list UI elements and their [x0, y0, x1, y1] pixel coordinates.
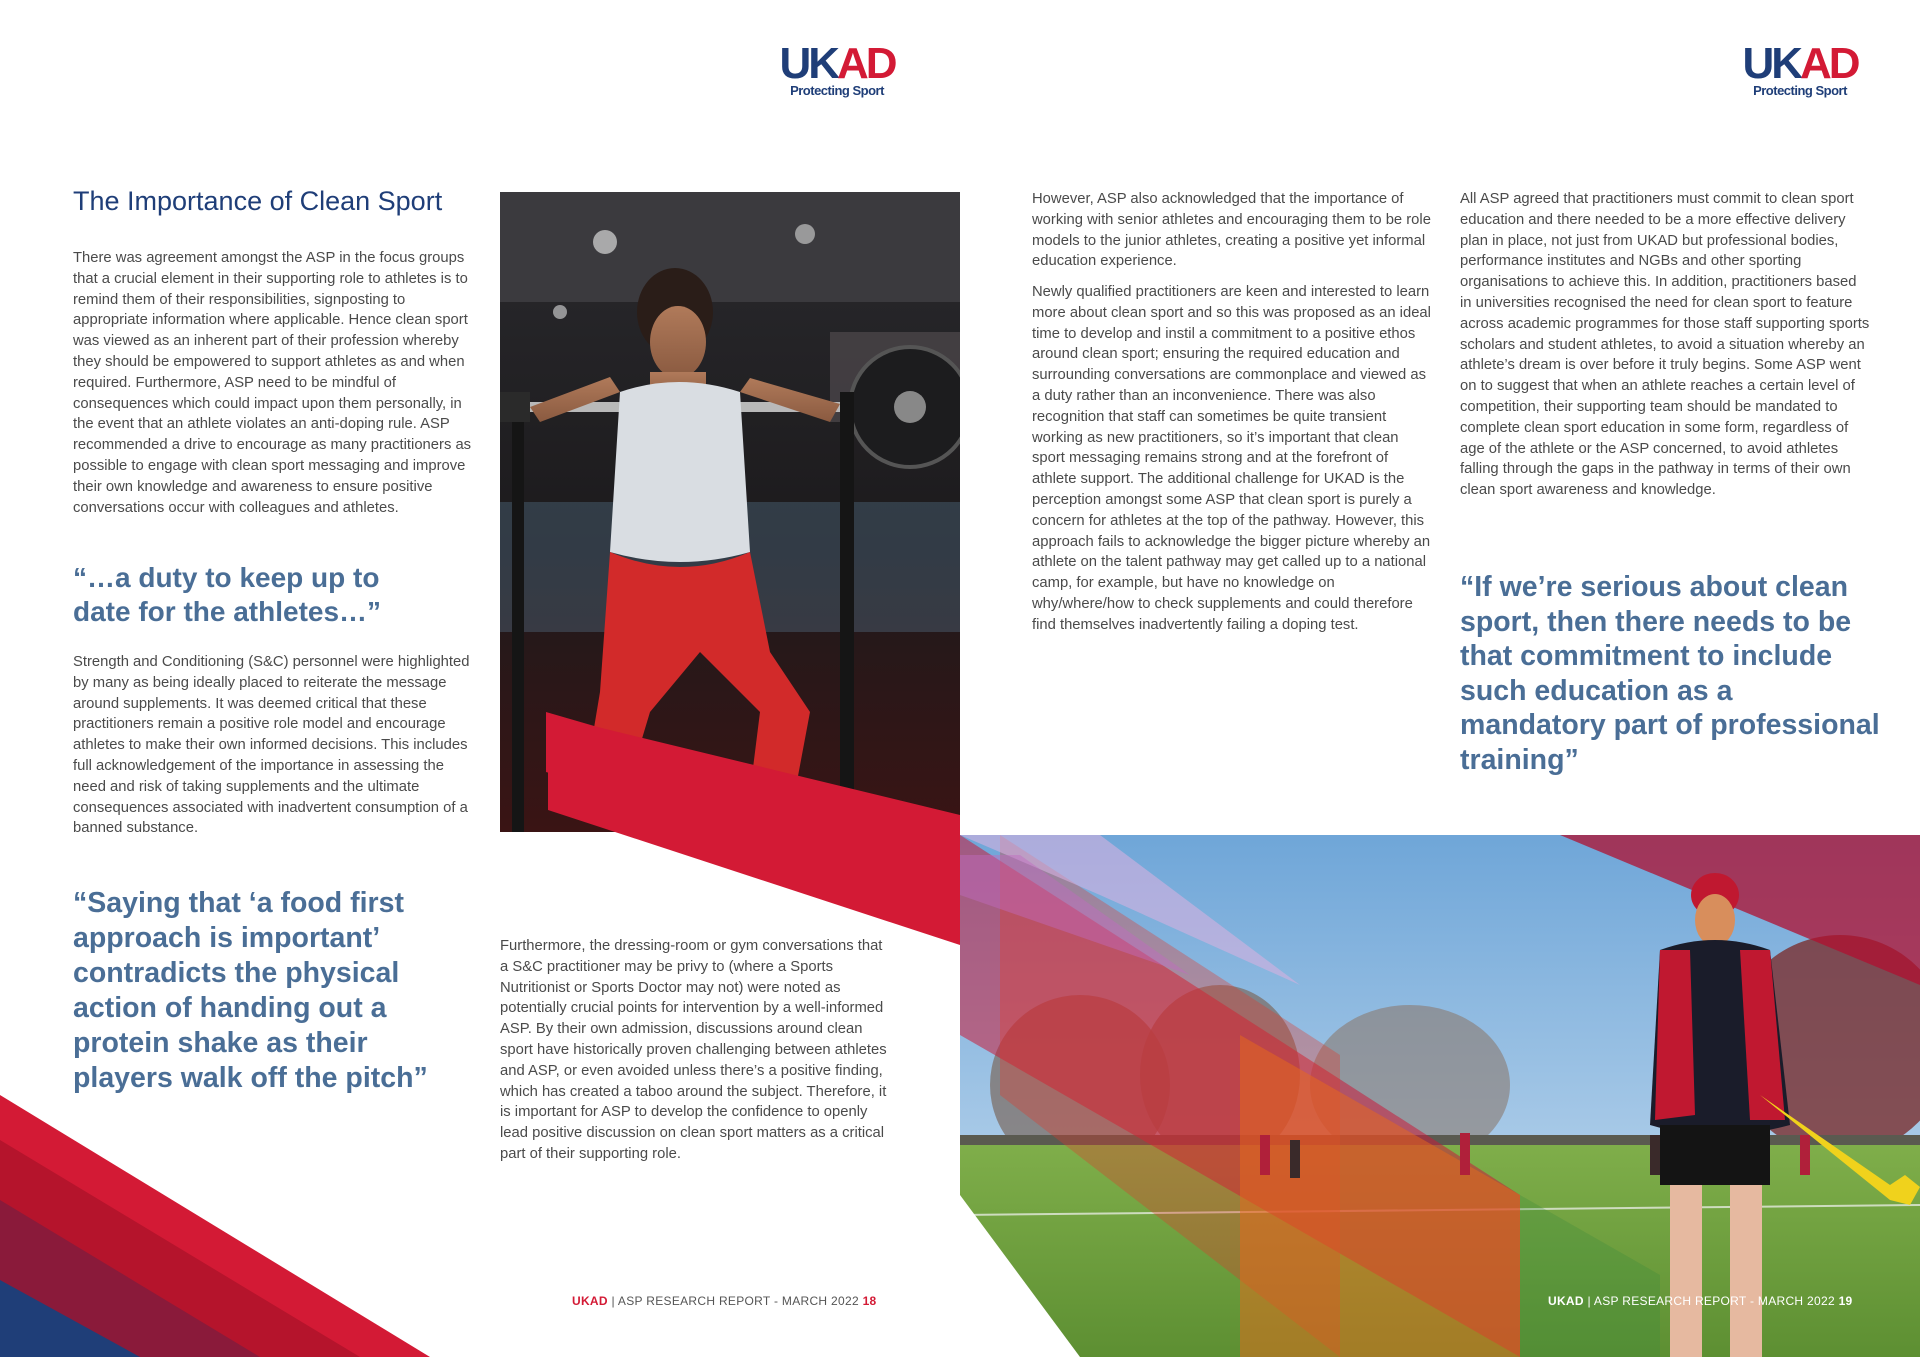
- footer-left: UKAD | ASP RESEARCH REPORT - MARCH 2022 18: [572, 1294, 877, 1308]
- hockey-pitch-photo: [960, 835, 1920, 1357]
- body-paragraph-1: There was agreement amongst the ASP in the focus groups that a crucial element in their supporting role to athletes is to remind them of their responsibilities, signposting to appropriate information where applicable. Hence clean sport was viewed as an inherent part of their profession whereby they should be empowered to support athletes as and when required. Furthermore, ASP need to be mindful of consequences which could impact upon them personally, in the event that an athlete violates an anti-doping rule. ASP recommended a drive to encourage as many practitioners as possible to engage with clean sport messaging and improve their own knowledge and awareness to ensure positive conversations occur with colleagues and athletes.: [73, 250, 472, 516]
- pull-quote-food-first: “Saying that ‘a food first approach is important’ contradicts the physical action of handing out a protein shake as their players walk off the pitch”: [73, 887, 428, 1094]
- body-paragraph-6: All ASP agreed that practitioners must commit to clean sport education and there needed to be a more effective delivery plan in place, not just from UKAD but professional bodies, performance institutes and NGBs and other sporting organisations to achieve this. In addition, practitioners based in universities recognised the need for clean sport to feature across academic programmes for those staff supporting sports scholars and student athletes, to avoid a situation whereby an athlete’s dream is over before it truly begins. Some ASP went on to suggest that when an athlete reaches a certain level of competition, their supporting team should be mandated to complete clean sport education in some form, regardless of age of the athlete or the ASP concerned, to avoid athletes falling through the gaps in the pathway in terms of their own clean sport awareness and knowledge.: [1460, 191, 1870, 499]
- footer-right: UKAD | ASP RESEARCH REPORT - MARCH 2022 19: [1548, 1294, 1853, 1308]
- pull-quote-duty: “…a duty to keep up to date for the athletes…”: [73, 562, 382, 627]
- page-title: The Importance of Clean Sport: [73, 186, 443, 216]
- body-paragraph-3: Furthermore, the dressing-room or gym conversations that a S&C practitioner may be privy to (where a Sports Nutritionist or Sports Doctor may not) were noted as potentially crucial points for intervention by a well-informed ASP. By their own admission, discussions around clean sport have historically proven challenging between athletes and ASP, or even avoided unless there’s a positive finding, which has created a taboo around the subject. Therefore, it is important for ASP to develop the confidence to openly lead positive discussion on clean sport matters as a critical part of their supporting role.: [500, 938, 887, 1162]
- pull-quote-serious: “If we’re serious about clean sport, then there needs to be that commitment to include such education as a mandatory part of professional training”: [1460, 571, 1880, 776]
- ukad-logo-right: UKAD Protecting Sport: [1742, 39, 1858, 98]
- decorative-chevrons-left: [0, 1080, 440, 1357]
- body-paragraph-2: Strength and Conditioning (S&C) personnel were highlighted by many as being ideally placed to reiterate the message around supplements. It was deemed critical that these practitioners remain a positive role model and encourage athletes to make their own informed decisions. This includes full acknowledgement of the importance in assessing the need and risk of taking supplements and the ultimate consequences associated with inadvertent consumption of a banned substance.: [73, 654, 470, 837]
- body-paragraph-4: However, ASP also acknowledged that the importance of working with senior athletes and encouraging them to be role models to the junior athletes, creating a positive yet informal education experience.: [1032, 191, 1431, 270]
- ukad-logo-left: UKAD Protecting Sport: [779, 39, 895, 98]
- body-paragraph-5: Newly qualified practitioners are keen and interested to learn more about clean sport and so this was proposed as an ideal time to develop and instil a commitment to a positive ethos around clean sport; ensuring the required education and surrounding conversations are commonplace and viewed as a duty rather than an inconvenience. There was also recognition that staff can sometimes be quite transient working as new practitioners, so it’s important that clean sport messaging remains strong and at the forefront of athlete support. The additional challenge for UKAD is the perception amongst some ASP that clean sport is purely a concern for athletes at the top of the pathway. However, this approach fails to acknowledge the bigger picture whereby an athlete on the talent pathway may get called up to a national camp, for example, but have no knowledge on why/where/how to check supplements and could therefore find themselves inadvertently failing a doping test.: [1032, 284, 1431, 633]
- red-chevron-band: [548, 715, 960, 945]
